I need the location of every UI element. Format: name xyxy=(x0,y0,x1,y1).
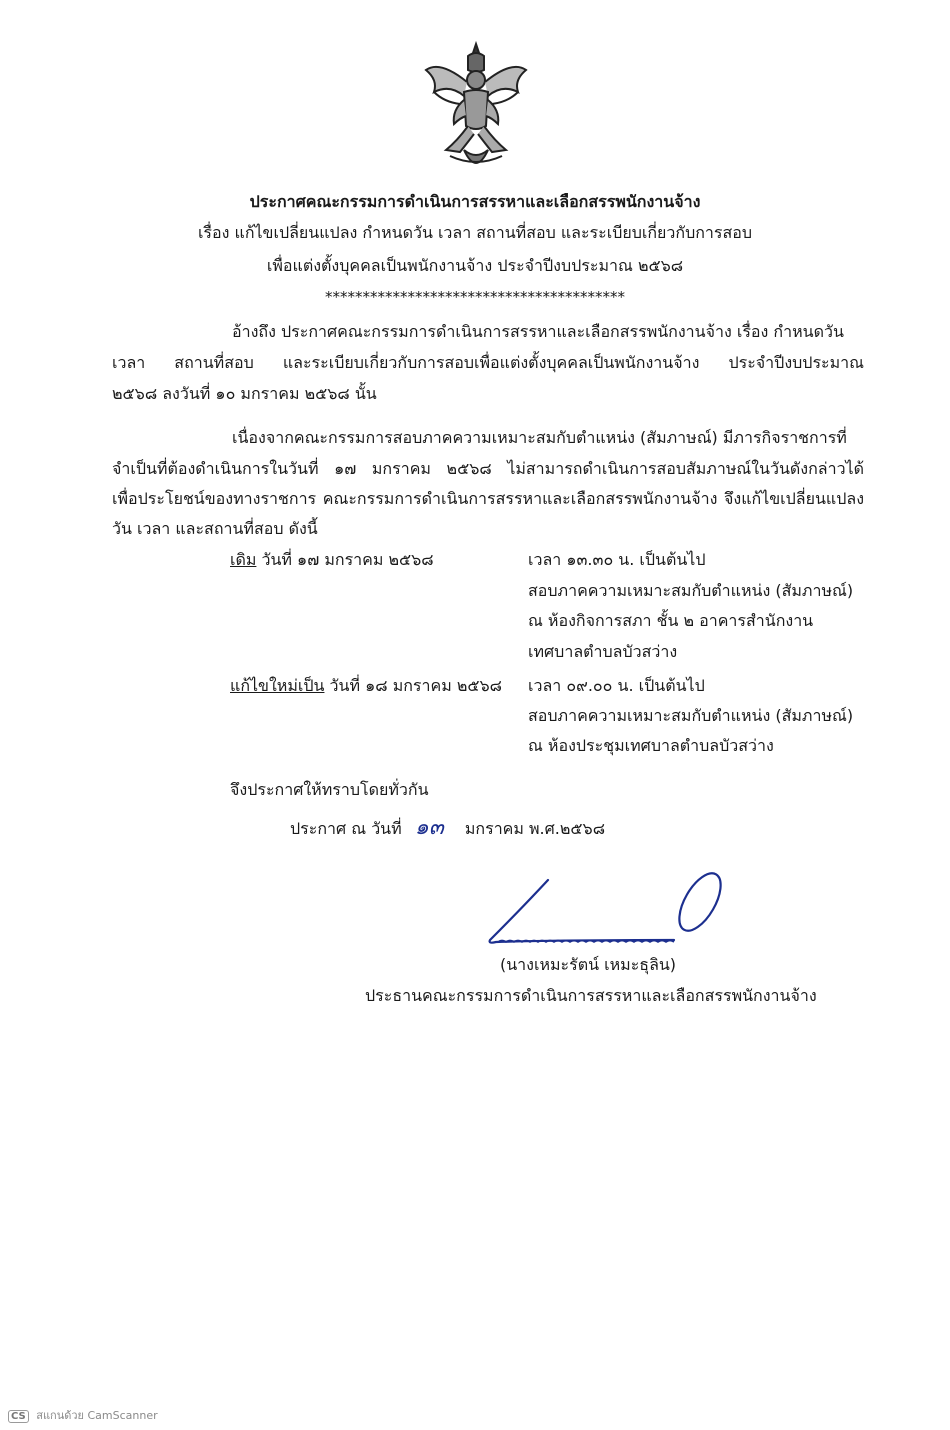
revised-date: วันที่ ๑๘ มกราคม ๒๕๖๘ xyxy=(329,676,502,695)
original-label: เดิม xyxy=(230,550,257,569)
subject-line-2: เพื่อแต่งตั้งบุคคลเป็นพนักงานจ้าง ประจำปีงบประมาณ ๒๕๖๘ xyxy=(266,256,684,275)
separator-line: **************************************** xyxy=(325,288,625,306)
para1-line3: ๒๕๖๘ ลงวันที่ ๑๐ มกราคม ๒๕๖๘ นั้น xyxy=(112,384,377,403)
para1-line2: เวลา สถานที่สอบ และระเบียบเกี่ยวกับการสอบเพื่อแต่งตั้งบุคคลเป็นพนักงานจ้าง ประจำปีงบประมาณ xyxy=(112,353,864,372)
signer-position: ประธานคณะกรรมการดำเนินการสรรหาและเลือกสรรพนักงานจ้าง xyxy=(365,986,817,1005)
para2-line2: จำเป็นที่ต้องดำเนินการในวันที่ ๑๗ มกราคม ๒๕๖๘ ไม่สามารถดำเนินการสอบสัมภาษณ์ในวันดังกล่าวได้ xyxy=(112,459,864,478)
signer-name: (นางเหมะรัตน์ เหมะธุลิน) xyxy=(500,955,677,974)
handwritten-day: ๑๓ xyxy=(414,815,444,840)
date-prefix: ประกาศ ณ วันที่ xyxy=(290,819,402,838)
original-date: วันที่ ๑๗ มกราคม ๒๕๖๘ xyxy=(261,550,434,569)
revised-detail-1: สอบภาคความเหมาะสมกับตำแหน่ง (สัมภาษณ์) xyxy=(528,706,854,725)
date-suffix: มกราคม พ.ศ.๒๕๖๘ xyxy=(464,819,606,838)
original-schedule-date xyxy=(230,549,434,571)
revised-time: เวลา ๐๙.๐๐ น. เป็นต้นไป xyxy=(528,676,705,695)
camscanner-logo-icon: CS xyxy=(8,1410,29,1423)
revised-schedule-date xyxy=(230,675,502,697)
original-time: เวลา ๑๓.๓๐ น. เป็นต้นไป xyxy=(528,550,706,569)
original-detail-2: ณ ห้องกิจการสภา ชั้น ๒ อาคารสำนักงาน xyxy=(528,611,814,630)
camscanner-watermark xyxy=(8,1406,158,1424)
garuda-emblem-icon xyxy=(420,40,532,180)
para2-line3: เพื่อประโยชน์ของทางราชการ คณะกรรมการดำเนินการสรรหาและเลือกสรรพนักงานจ้าง จึงแก้ไขเปลี่ยนแปลง xyxy=(112,489,864,508)
original-detail-3: เทศบาลตำบลบัวสว่าง xyxy=(528,642,678,661)
announcement-title: ประกาศคณะกรรมการดำเนินการสรรหาและเลือกสรรพนักงานจ้าง xyxy=(249,192,701,211)
para2-line1: เนื่องจากคณะกรรมการสอบภาคความเหมาะสมกับตำแหน่ง (สัมภาษณ์) มีภารกิจราชการที่ xyxy=(232,428,847,447)
closing-announce: จึงประกาศให้ทราบโดยทั่วกัน xyxy=(230,780,429,799)
revised-label: แก้ไขใหม่เป็น xyxy=(230,676,325,695)
subject-line-1: เรื่อง แก้ไขเปลี่ยนแปลง กำหนดวัน เวลา สถานที่สอบ และระเบียบเกี่ยวกับการสอบ xyxy=(197,223,753,242)
signature-mark xyxy=(478,868,738,958)
para1-line1: อ้างถึง ประกาศคณะกรรมการดำเนินการสรรหาและเลือกสรรพนักงานจ้าง เรื่อง กำหนดวัน xyxy=(232,322,844,341)
revised-detail-2: ณ ห้องประชุมเทศบาลตำบลบัวสว่าง xyxy=(528,736,774,755)
camscanner-text: สแกนด้วย CamScanner xyxy=(36,1409,158,1422)
original-detail-1: สอบภาคความเหมาะสมกับตำแหน่ง (สัมภาษณ์) xyxy=(528,581,854,600)
para2-line4: วัน เวลา และสถานที่สอบ ดังนี้ xyxy=(112,519,318,538)
announcement-date xyxy=(290,817,605,840)
